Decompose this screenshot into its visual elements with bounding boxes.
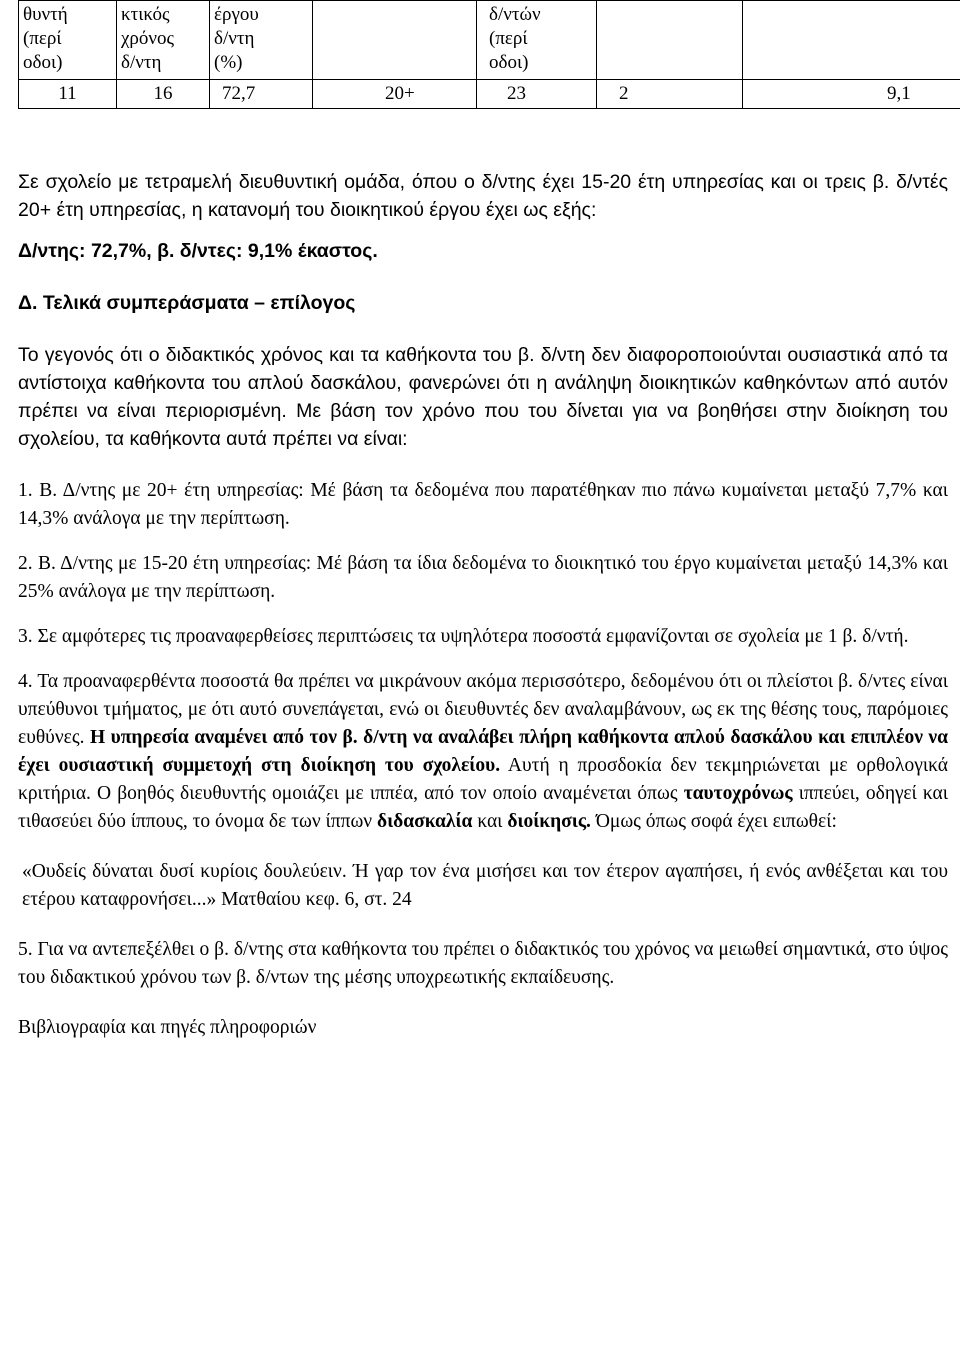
table-cell: 16 xyxy=(117,80,210,109)
header-cell: θυντή (περί οδοι) xyxy=(19,1,117,80)
table-cell: 2 xyxy=(597,80,743,109)
table-header-row xyxy=(19,1,960,80)
bibliography-heading: Βιβλιογραφία και πηγές πληροφοριών xyxy=(18,1017,317,1038)
table-row xyxy=(19,80,960,109)
header-cell: δ/ντών (περί οδοι) xyxy=(477,1,597,80)
table-cell: 11 xyxy=(19,80,117,109)
list-item-3: 3. Σε αμφότερες τις προαναφερθείσες περιπτώσεις τα υψηλότερα ποσοστά εμφανίζονται σε σχολεία με 1 β. δ/ντή. xyxy=(18,626,909,647)
table-cell: 23 xyxy=(477,80,597,109)
list-item-4: 4. Τα προαναφερθέντα ποσοστά θα πρέπει να μικράνουν ακόμα περισσότερο, δεδομένου ότι οι πλείστοι β. δ/ντες είναι υπεύθυνοι τμήματος, με ότι αυτό συνεπάγεται, ενώ οι διευθυντές δεν αναλαμβάνουν, ως εκ της θέσης τους, παρόμοιες ευθύνες. Η υπηρεσία αναμένει από τον β. δ/ντη να αναλάβει πλήρη καθήκοντα απλού δασκάλου και επιπλέον να έχει ουσιαστική συμμετοχή στη διοίκηση του σχολείου. Αυτή η προσδοκία δεν τεκμηριώνεται με ορθολογικά κριτήρια. Ο βοηθός διευθυντής ομοιάζει με ιππέα, από τον οποίο αναμένεται όπως ταυτοχρόνως ιππεύει, οδηγεί και τιθασεύει δύο ίππους, το όνομα δε των ίππων διδασκαλία και διοίκησις. Όμως όπως σοφά έχει ειπωθεί: xyxy=(18,671,949,832)
header-cell xyxy=(597,1,743,80)
section-heading: Δ. Τελικά συμπεράσματα – επίλογος xyxy=(18,292,356,314)
document-body xyxy=(18,168,948,1042)
header-cell: κτικός χρόνος δ/ντη xyxy=(117,1,210,80)
list-item-1: 1. Β. Δ/ντης με 20+ έτη υπηρεσίας: Μέ βάση τα δεδομένα που παρατέθηκαν πιο πάνω κυμαίνεται μεταξύ 7,7% και 14,3% ανάλογα με την περίπτωση. xyxy=(18,480,948,529)
paragraph-intro: Σε σχολείο με τετραμελή διευθυντική ομάδα, όπου ο δ/ντης έχει 15-20 έτη υπηρεσίας και οι τρεις β. δ/ντές 20+ έτη υπηρεσίας, η κατανομή του διοικητικού έργου έχει ως εξής: xyxy=(18,171,948,221)
data-table-container xyxy=(18,0,960,109)
paragraph-conclusion: Το γεγονός ότι ο διδακτικός χρόνος και τα καθήκοντα του β. δ/ντη δεν διαφοροποιούνται ουσιαστικά από τα αντίστοιχα καθήκοντα του απλού δασκάλου, φανερώνει ότι η ανάληψη διοικητικών καθηκόντων από αυτόν πρέπει να είναι περιορισμένη. Με βάση τον χρόνο που του δίνεται για να βοηθήσει στην διοίκηση του σχολείου, τα καθήκοντα αυτά πρέπει να είναι: xyxy=(18,344,948,450)
header-cell: έργου δ/ντη (%) xyxy=(210,1,313,80)
table-cell: 9,1 xyxy=(743,80,960,109)
table-cell: 72,7 xyxy=(210,80,313,109)
paragraph-distribution: Δ/ντης: 72,7%, β. δ/ντες: 9,1% έκαστος. xyxy=(18,240,378,262)
header-cell xyxy=(743,1,960,80)
quote: «Ουδείς δύναται δυσί κυρίοις δουλεύειν. Ή γαρ τον ένα μισήσει και τον έτερον αγαπήσει, ή ενός ανθέξεται και του ετέρου καταφρονήσει...» Ματθαίου κεφ. 6, στ. 24 xyxy=(22,861,948,910)
header-cell xyxy=(313,1,477,80)
data-table xyxy=(18,0,960,109)
list-item-2: 2. Β. Δ/ντης με 15-20 έτη υπηρεσίας: Μέ βάση τα ίδια δεδομένα το διοικητικό του έργο κυμαίνεται μεταξύ 14,3% και 25% ανάλογα με την περίπτωση. xyxy=(18,553,948,602)
table-cell: 20+ xyxy=(313,80,477,109)
list-item-5: 5. Για να αντεπεξέλθει ο β. δ/ντης στα καθήκοντα του πρέπει ο διδακτικός του χρόνος να μειωθεί σημαντικά, στο ύψος του διδακτικού χρόνου των β. δ/ντων της μέσης υποχρεωτικής εκπαίδευσης. xyxy=(18,939,948,988)
